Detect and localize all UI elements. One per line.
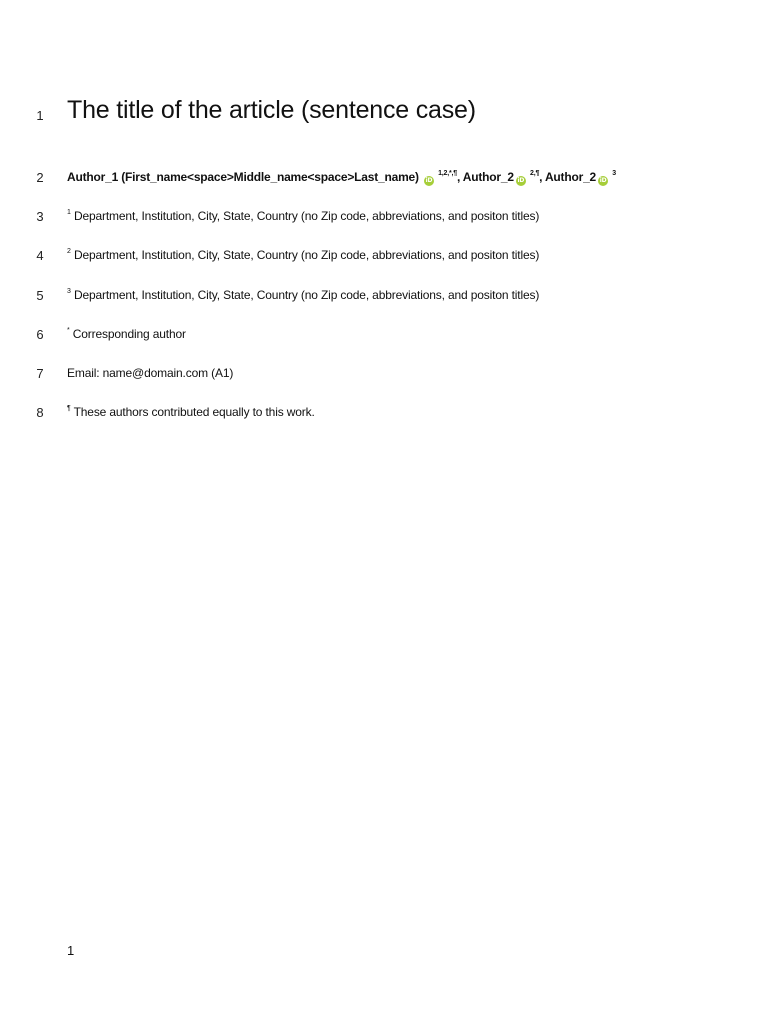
line-number: 6: [36, 327, 44, 342]
email-text: Email: name@domain.com (A1): [67, 366, 234, 380]
affiliation-text: Department, Institution, City, State, Country (no Zip code, abbreviations, and positon titles): [73, 209, 540, 223]
equal-contribution-marker: ¶: [67, 405, 71, 412]
author-3-affiliations: 3: [612, 170, 616, 177]
line-number: 8: [36, 405, 44, 420]
author-3-name: , Author_2: [539, 170, 597, 184]
corresponding-author: [67, 327, 186, 341]
author-2-affiliations: 2,¶: [530, 170, 540, 177]
line-number: 3: [36, 209, 44, 224]
equal-contribution-text: These authors contributed equally to this work.: [73, 405, 315, 419]
corresponding-text: Corresponding author: [72, 327, 186, 341]
affiliation-1: [67, 209, 539, 223]
line-number: 2: [36, 170, 44, 185]
author-list: [67, 170, 616, 186]
affiliation-3: [67, 288, 539, 302]
article-title: The title of the article (sentence case): [67, 96, 476, 124]
corresponding-marker: *: [67, 327, 70, 334]
equal-contribution: [67, 405, 315, 419]
line-number: 4: [36, 248, 44, 263]
affiliation-marker: 1: [67, 209, 71, 216]
author-1-name: Author_1 (First_name<space>Middle_name<space>Last_name): [67, 170, 419, 184]
affiliation-marker: 2: [67, 248, 71, 255]
orcid-icon[interactable]: iD: [517, 177, 525, 184]
affiliation-text: Department, Institution, City, State, Country (no Zip code, abbreviations, and positon titles): [73, 248, 540, 262]
line-number: 1: [36, 108, 44, 123]
line-number: 7: [36, 366, 44, 381]
affiliation-text: Department, Institution, City, State, Country (no Zip code, abbreviations, and positon titles): [73, 288, 540, 302]
line-number: 5: [36, 288, 44, 303]
orcid-icon[interactable]: iD: [599, 177, 607, 184]
author-2-name: , Author_2: [456, 170, 514, 184]
affiliation-2: [67, 248, 539, 262]
affiliation-marker: 3: [67, 288, 71, 295]
page-number: 1: [67, 943, 75, 958]
orcid-icon[interactable]: iD: [425, 177, 433, 184]
author-1-affiliations: 1,2,*,¶: [438, 170, 457, 177]
